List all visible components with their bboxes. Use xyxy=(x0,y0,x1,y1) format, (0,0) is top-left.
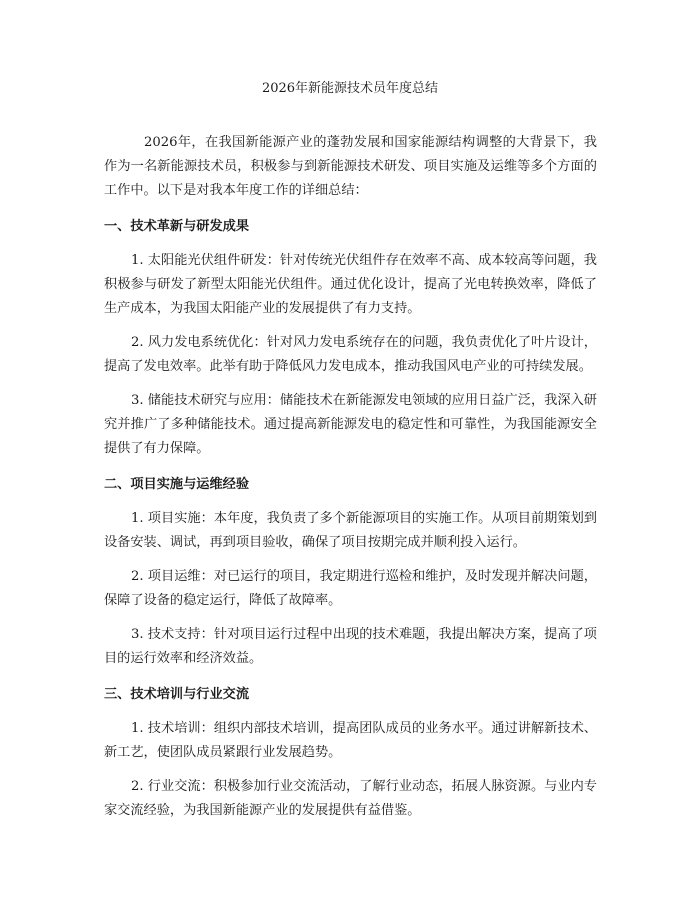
section-heading: 三、技术培训与行业交流 xyxy=(104,687,250,702)
section-item: 2. 项目运维：对已运行的项目，我定期进行巡检和维护，及时发现并解决问题，保障了设备的稳定运行，降低了故障率。 xyxy=(104,569,597,608)
section-item: 1. 项目实施：本年度，我负责了多个新能源项目的实施工作。从项目前期策划到设备安装、调试，再到项目验收，确保了项目按期完成并顺利投入运行。 xyxy=(104,511,597,550)
document-body xyxy=(104,131,597,823)
section-tech-innovation xyxy=(104,215,597,461)
section-item: 2. 行业交流：积极参加行业交流活动，了解行业动态，拓展人脉资源。与业内专家交流经验，为我国新能源产业的发展提供有益借鉴。 xyxy=(104,779,597,818)
intro-paragraph: 2026年，在我国新能源产业的蓬勃发展和国家能源结构调整的大背景下，我作为一名新能源技术员，积极参与到新能源技术研发、项目实施及运维等多个方面的工作中。以下是对我本年度工作的详细总结： xyxy=(104,135,597,198)
section-training-exchange xyxy=(104,683,597,823)
section-item: 1. 技术培训：组织内部技术培训，提高团队成员的业务水平。通过讲解新技术、新工艺，使团队成员紧跟行业发展趋势。 xyxy=(104,721,597,760)
section-item: 3. 技术支持：针对项目运行过程中出现的技术难题，我提出解决方案，提高了项目的运行效率和经济效益。 xyxy=(104,627,597,666)
section-item: 2. 风力发电系统优化：针对风力发电系统存在的问题，我负责优化了叶片设计，提高了发电效率。此举有助于降低风力发电成本，推动我国风电产业的可持续发展。 xyxy=(104,335,597,374)
section-project-operations xyxy=(104,473,597,671)
section-heading: 二、项目实施与运维经验 xyxy=(104,477,250,492)
document-title: 2026年新能源技术员年度总结 xyxy=(261,81,439,96)
section-heading: 一、技术革新与研发成果 xyxy=(104,219,250,234)
section-item: 1. 太阳能光伏组件研发：针对传统光伏组件存在效率不高、成本较高等问题，我积极参与研发了新型太阳能光伏组件。通过优化设计，提高了光电转换效率，降低了生产成本，为我国太阳能产业的发展提供了有力支持。 xyxy=(104,253,597,316)
section-item: 3. 储能技术研究与应用：储能技术在新能源发电领域的应用日益广泛，我深入研究并推广了多种储能技术。通过提高新能源发电的稳定性和可靠性，为我国能源安全提供了有力保障。 xyxy=(104,393,597,456)
